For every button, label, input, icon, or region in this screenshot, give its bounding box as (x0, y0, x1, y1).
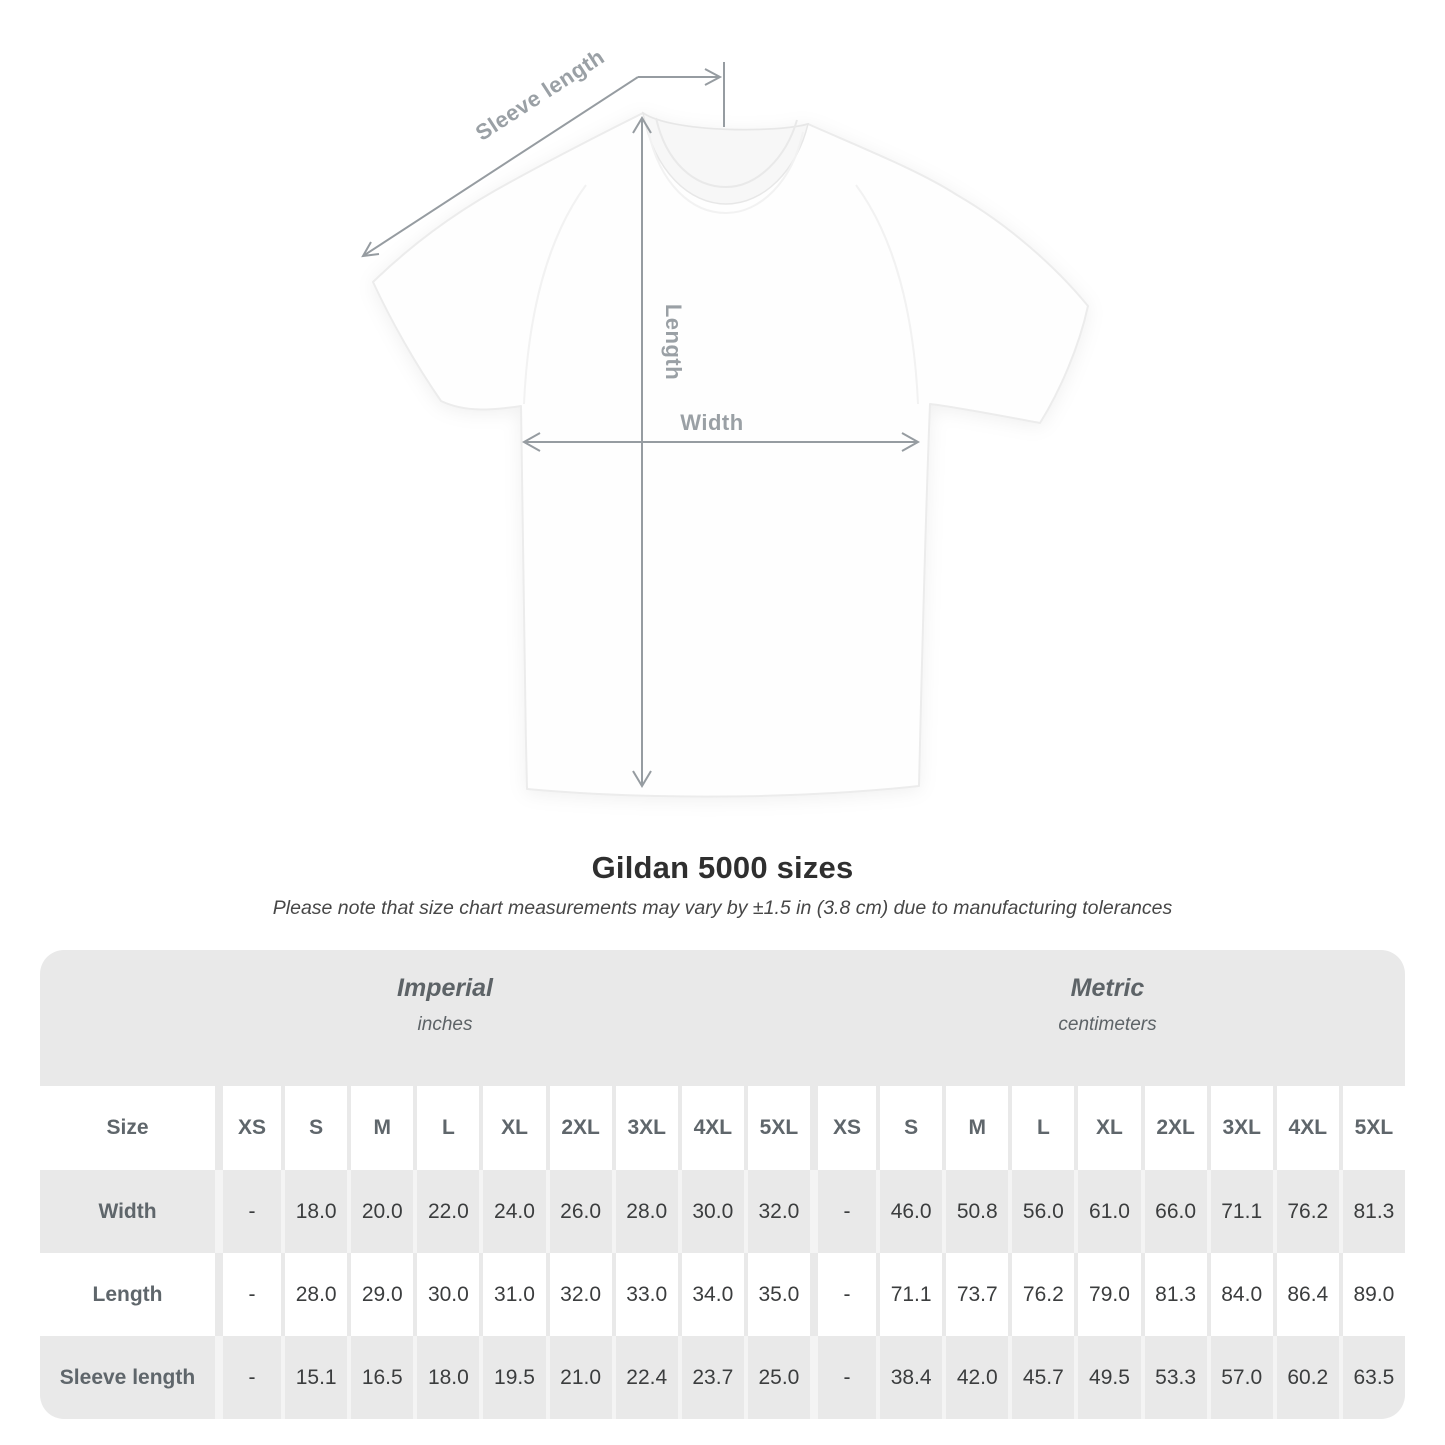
measurement-row (40, 1170, 1405, 1253)
width-label: Width (680, 410, 744, 435)
measurement-value: 23.7 (678, 1336, 744, 1419)
measurement-value: 45.7 (1008, 1336, 1074, 1419)
measurement-value: 33.0 (612, 1253, 678, 1336)
measurement-value: 25.0 (744, 1336, 810, 1419)
measurement-value: 21.0 (546, 1336, 612, 1419)
measurement-label: Width (40, 1170, 215, 1253)
size-col-header: M (942, 1086, 1008, 1170)
table-group-header-row (40, 950, 1405, 1086)
measurement-row (40, 1253, 1405, 1336)
measurement-value: 31.0 (479, 1253, 545, 1336)
size-col-header: 3XL (1207, 1086, 1273, 1170)
tshirt-graphic (373, 113, 1088, 797)
size-col-header: XL (479, 1086, 545, 1170)
measurement-value: 18.0 (281, 1170, 347, 1253)
measurement-value: 60.2 (1273, 1336, 1339, 1419)
measurement-value: 71.1 (876, 1253, 942, 1336)
measurement-value: 19.5 (479, 1336, 545, 1419)
measurement-value: 28.0 (612, 1170, 678, 1253)
measurement-value: 26.0 (546, 1170, 612, 1253)
measurement-value: 34.0 (678, 1253, 744, 1336)
measurement-value: 50.8 (942, 1170, 1008, 1253)
measurement-value: 81.3 (1141, 1253, 1207, 1336)
measurement-value: - (215, 1253, 281, 1336)
group-header-metric (810, 950, 1405, 1086)
measurement-label: Length (40, 1253, 215, 1336)
tolerance-note: Please note that size chart measurements may vary by ±1.5 in (3.8 cm) due to manufacturing tolerances (272, 897, 1173, 919)
measurement-value: 63.5 (1339, 1336, 1405, 1419)
measurement-value: 16.5 (347, 1336, 413, 1419)
group-unit: centimeters (1058, 1014, 1157, 1035)
measurement-row (40, 1336, 1405, 1419)
measurement-value: 22.4 (612, 1336, 678, 1419)
tshirt-body (373, 113, 1088, 797)
measurement-value: 32.0 (546, 1253, 612, 1336)
measurement-value: 73.7 (942, 1253, 1008, 1336)
measurement-value: 57.0 (1207, 1336, 1273, 1419)
size-col-header: 3XL (612, 1086, 678, 1170)
size-row-header: Size (40, 1086, 215, 1170)
measurement-value: 61.0 (1074, 1170, 1140, 1253)
measurement-value: 35.0 (744, 1253, 810, 1336)
measurement-value: 84.0 (1207, 1253, 1273, 1336)
measurement-value: 76.2 (1008, 1253, 1074, 1336)
measurement-value: 66.0 (1141, 1170, 1207, 1253)
size-table (40, 950, 1405, 1419)
page-title: Gildan 5000 sizes (591, 850, 854, 885)
size-header-row (40, 1086, 1405, 1170)
group-label: Imperial (397, 974, 493, 1002)
measurement-value: - (810, 1170, 876, 1253)
measurement-value: 76.2 (1273, 1170, 1339, 1253)
size-table-card (40, 950, 1405, 1419)
measurement-value: 46.0 (876, 1170, 942, 1253)
size-col-header: 2XL (1141, 1086, 1207, 1170)
measurement-value: 24.0 (479, 1170, 545, 1253)
measurement-value: - (810, 1253, 876, 1336)
size-col-header: L (1008, 1086, 1074, 1170)
measurement-value: 32.0 (744, 1170, 810, 1253)
size-col-header: 5XL (1339, 1086, 1405, 1170)
measurement-value: 15.1 (281, 1336, 347, 1419)
size-col-header: L (413, 1086, 479, 1170)
measurement-value: 53.3 (1141, 1336, 1207, 1419)
size-col-header: 4XL (1273, 1086, 1339, 1170)
size-col-header: 4XL (678, 1086, 744, 1170)
measurement-value: 22.0 (413, 1170, 479, 1253)
measurement-value: 20.0 (347, 1170, 413, 1253)
measurement-value: - (810, 1336, 876, 1419)
measurement-value: 56.0 (1008, 1170, 1074, 1253)
measurement-value: 89.0 (1339, 1253, 1405, 1336)
measurement-value: 29.0 (347, 1253, 413, 1336)
group-header-imperial (40, 950, 810, 1086)
size-col-header: XS (215, 1086, 281, 1170)
length-label: Length (661, 303, 686, 381)
sleeve-length-label: Sleeve length (470, 43, 609, 146)
measurement-value: 42.0 (942, 1336, 1008, 1419)
measurement-value: 49.5 (1074, 1336, 1140, 1419)
measurement-value: 38.4 (876, 1336, 942, 1419)
measurement-value: 71.1 (1207, 1170, 1273, 1253)
size-col-header: XS (810, 1086, 876, 1170)
size-col-header: XL (1074, 1086, 1140, 1170)
measurement-value: - (215, 1170, 281, 1253)
measurement-value: 86.4 (1273, 1253, 1339, 1336)
measurement-value: 30.0 (678, 1170, 744, 1253)
size-col-header: S (876, 1086, 942, 1170)
group-unit: inches (417, 1014, 473, 1035)
measurement-value: 30.0 (413, 1253, 479, 1336)
size-col-header: S (281, 1086, 347, 1170)
measurement-label: Sleeve length (40, 1336, 215, 1419)
measurement-value: 18.0 (413, 1336, 479, 1419)
size-col-header: M (347, 1086, 413, 1170)
measurement-value: 28.0 (281, 1253, 347, 1336)
size-col-header: 5XL (744, 1086, 810, 1170)
measurement-value: 81.3 (1339, 1170, 1405, 1253)
measurement-value: 79.0 (1074, 1253, 1140, 1336)
group-label: Metric (1070, 974, 1145, 1002)
measurement-value: - (215, 1336, 281, 1419)
size-col-header: 2XL (546, 1086, 612, 1170)
